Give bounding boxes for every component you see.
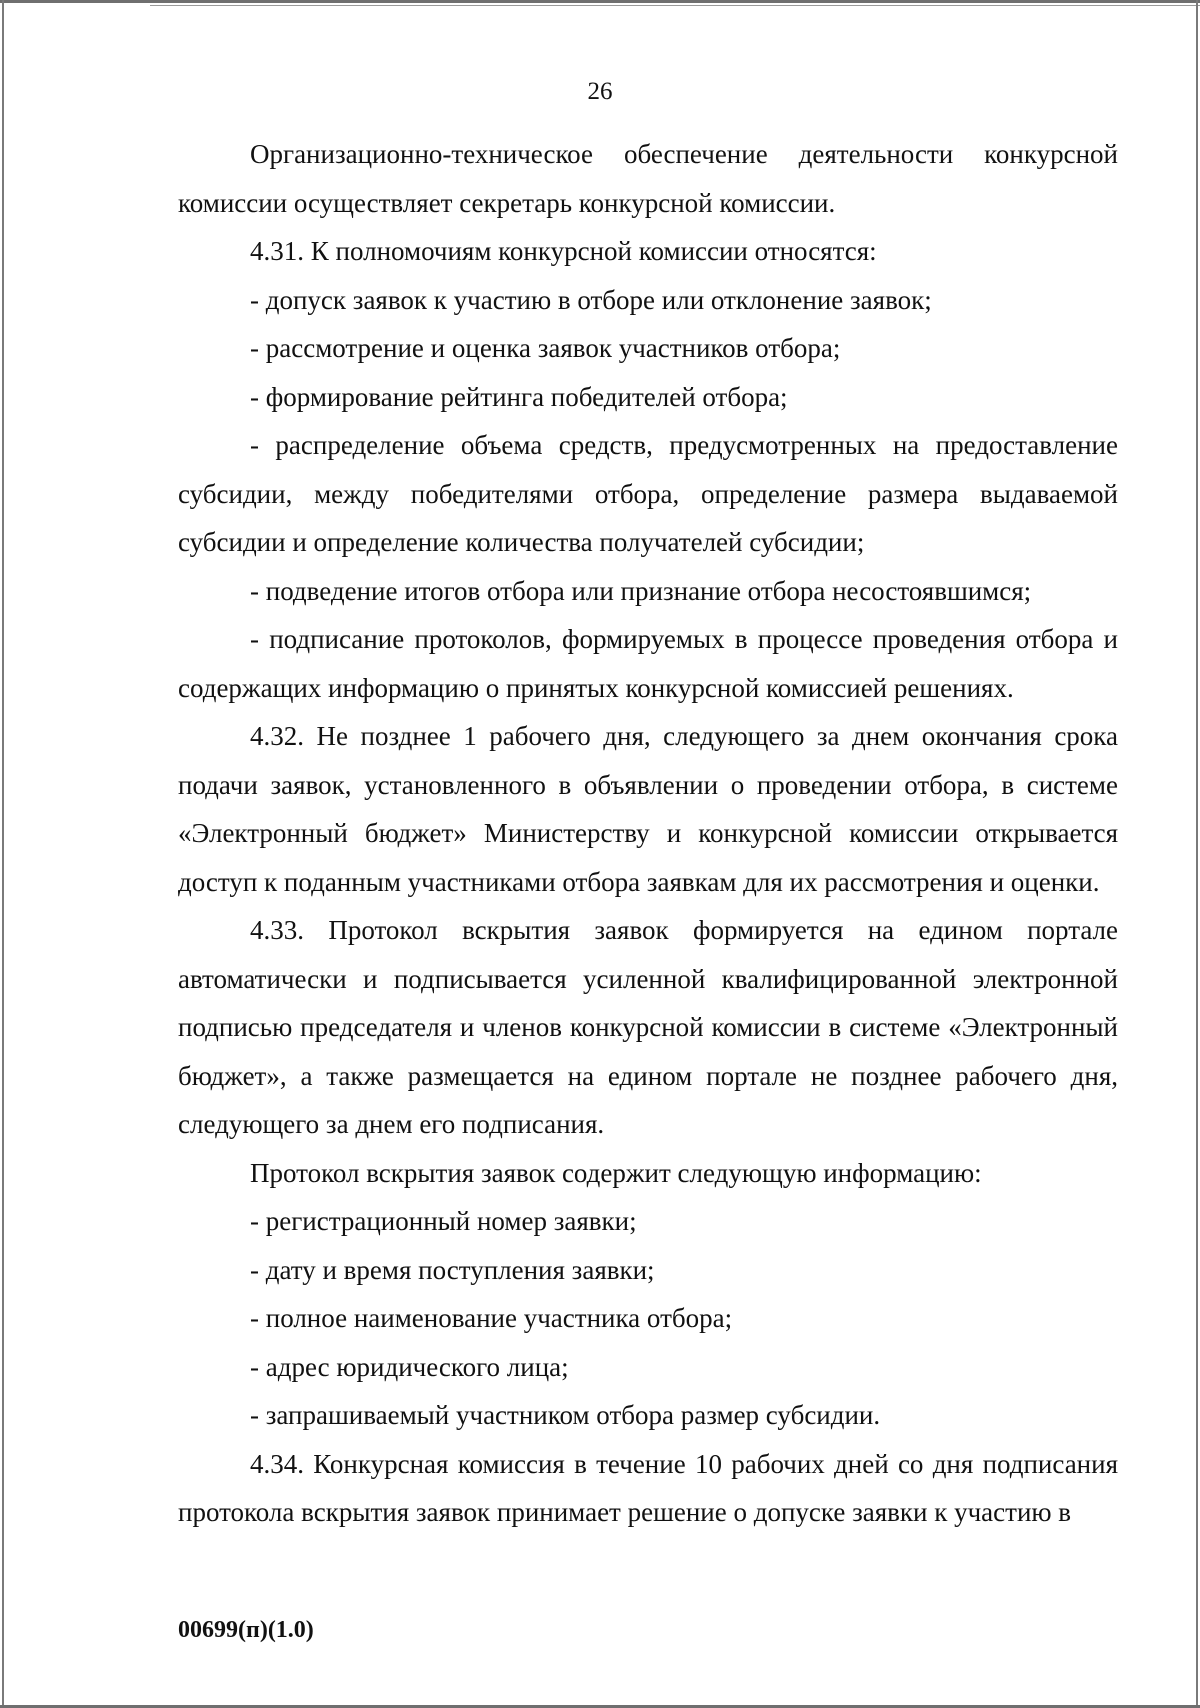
scan-edge-right xyxy=(1196,0,1198,1708)
paragraph: 4.32. Не позднее 1 рабочего дня, следующего за днем окончания срока подачи заявок, установленного в объявлении о проведении отбора, в системе «Электронный бюджет» Министерству и конкурсной комиссии открывается доступ к поданным участниками отбора заявкам для их рассмотрения и оценки. xyxy=(178,721,1118,897)
paragraph: Организационно-техническое обеспечение деятельности конкурсной комиссии осуществляет секретарь конкурсной комиссии. xyxy=(178,139,1118,218)
scan-edge-left xyxy=(2,0,4,1708)
list-item: - распределение объема средств, предусмотренных на предоставление субсидии, между победителями отбора, определение размера выдаваемой субсидии и определение количества получателей субсидии; xyxy=(178,430,1118,557)
list-item: - дату и время поступления заявки; xyxy=(250,1254,655,1285)
scan-edge-top-inner xyxy=(150,5,1200,6)
document-code: 00699(п)(1.0) xyxy=(178,1617,314,1643)
paragraph: Протокол вскрытия заявок содержит следующую информацию: xyxy=(250,1157,982,1188)
list-item: - подведение итогов отбора или признание отбора несостоявшимся; xyxy=(250,575,1032,606)
list-item: - рассмотрение и оценка заявок участников отбора; xyxy=(250,333,841,363)
paragraph: 4.33. Протокол вскрытия заявок формируется на едином портале автоматически и подписывается усиленной квалифицированной электронной подписью председателя и членов конкурсной комиссии в системе «Электронный бюджет», а также размещается на едином портале не позднее рабочего дня, следующего за днем его подписания. xyxy=(178,915,1118,1139)
document-body xyxy=(178,130,1118,1537)
list-item: - формирование рейтинга победителей отбора; xyxy=(250,381,788,412)
paragraph: 4.31. К полномочиям конкурсной комиссии относятся: xyxy=(250,236,877,266)
list-item: - подписание протоколов, формируемых в процессе проведения отбора и содержащих информацию о принятых конкурсной комиссией решениях. xyxy=(178,624,1118,703)
list-item: - регистрационный номер заявки; xyxy=(250,1206,637,1236)
list-item: - адрес юридического лица; xyxy=(250,1351,569,1382)
list-item: - полное наименование участника отбора; xyxy=(250,1303,733,1333)
list-item: - запрашиваемый участником отбора размер субсидии. xyxy=(250,1400,881,1430)
page-number: 26 xyxy=(587,78,613,105)
scan-edge-top xyxy=(0,0,1200,3)
list-item: - допуск заявок к участию в отборе или отклонение заявок; xyxy=(250,284,932,315)
paragraph: 4.34. Конкурсная комиссия в течение 10 рабочих дней со дня подписания протокола вскрытия заявок принимает решение о допуске заявки к участию в xyxy=(178,1448,1118,1527)
